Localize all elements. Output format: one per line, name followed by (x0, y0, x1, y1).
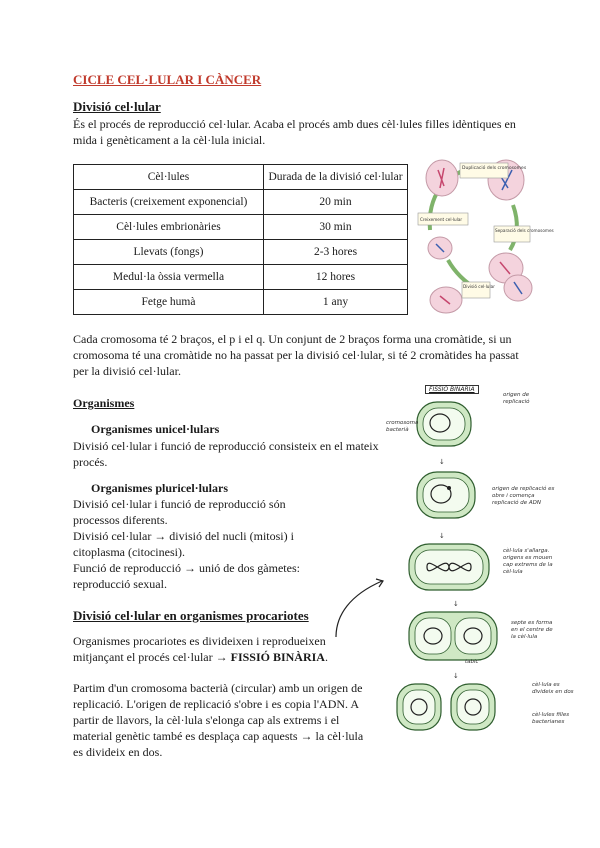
pluricellular-line: Divisió cel·lular → divisió del nucli (mitosi) i citoplasma (citocinesi). (73, 529, 294, 559)
fission-stage-4 (409, 612, 497, 660)
fission-stage-2 (417, 472, 475, 518)
replication-paragraph: Partim d'un cromosoma bacterià (circular) amb un origen de replicació. L'origen de replicació s'obre i es copia l'ADN. A partir de llavors, la cèl·lula s'elonga cap als extrems i el material genètic també es desplaça cap aquests → la cèl·lula es divideix en dos. (73, 681, 364, 759)
pluricellular-line: Divisió cel·lular i funció de reproducció són processos diferents. (73, 497, 286, 527)
svg-text:↓: ↓ (439, 532, 445, 540)
cycle-label: Divisió cel·lular (463, 284, 495, 289)
table-cell: 2-3 hores (264, 240, 408, 265)
fission-note: tabic (465, 659, 479, 665)
fission-note: septe es forma en el centre de la cèl·lula (511, 620, 553, 640)
cycle-label: Separació dels cromosomes (495, 228, 554, 233)
unicellular-heading: Organismes unicel·lulars (91, 422, 220, 436)
cell-cycle-diagram (418, 150, 554, 315)
fission-note: cromosoma bacterià (386, 420, 419, 433)
section-heading-prokaryotes: Divisió cel·lular en organismes procariotes (73, 608, 309, 623)
prokaryote-text-end: . (324, 650, 328, 664)
table-cell: 30 min (264, 215, 408, 240)
table-row (74, 215, 408, 240)
svg-text:↓: ↓ (439, 458, 445, 466)
prokaryote-text: Organismes procariotes es divideixen i reprodueixen mitjançant el procés cel·lular → (73, 634, 326, 664)
fission-note: origen de replicació (503, 392, 530, 405)
table-cell: Fetge humà (74, 290, 264, 315)
table-row (74, 240, 408, 265)
binary-fission-diagram (395, 392, 500, 752)
fission-note: cèl·lula es divideix en dos (532, 682, 574, 695)
table-header-cell: Cèl·lules (74, 165, 264, 190)
division-duration-table (73, 164, 408, 315)
chromosome-paragraph: Cada cromosoma té 2 braços, el p i el q. Un conjunt de 2 braços forma una cromàtide, si un cromosoma té una cromàtide no ha passat per la divisió cel·lular, si té 2 cromàtides ha passat per la divisió cel·lular. (73, 332, 519, 378)
table-cell: 1 any (264, 290, 408, 315)
unicellular-text: Divisió cel·lular i funció de reproducció consisteix en el mateix procés. (73, 439, 379, 469)
section-heading-organisms: Organismes (73, 396, 135, 410)
fission-note: origen de replicació es obre i comença replicació de ADN (492, 486, 555, 506)
svg-text:↓: ↓ (453, 672, 459, 680)
table-row (74, 190, 408, 215)
table-cell: Bacteris (creixement exponencial) (74, 190, 264, 215)
table-cell: Medul·la òssia vermella (74, 265, 264, 290)
cycle-label: Duplicació dels cromosomes (462, 166, 527, 171)
table-cell: 20 min (264, 190, 408, 215)
table-cell: Llevats (fongs) (74, 240, 264, 265)
binary-fission-term: FISSIÓ BINÀRIA (230, 650, 325, 664)
fission-title: FISSIÓ BINÀRIA (425, 385, 479, 394)
table-row (74, 290, 408, 315)
pluricellular-heading: Organismes pluricel·lulars (91, 481, 228, 495)
section-heading-division: Divisió cel·lular (73, 99, 161, 114)
curved-arrow-icon (330, 575, 390, 645)
table-cell: 12 hores (264, 265, 408, 290)
fission-note: cèl·lules filles bacterianes (532, 712, 570, 725)
cycle-label: Creixement cel·lular (420, 217, 463, 222)
svg-text:↓: ↓ (453, 600, 459, 608)
pluricellular-line: Funció de reproducció → unió de dos gàmetes: reproducció sexual. (73, 561, 300, 591)
table-row (74, 265, 408, 290)
fission-stage-1 (417, 402, 471, 446)
table-header-row (74, 165, 408, 190)
table-header-cell: Durada de la divisió cel·lular (264, 165, 408, 190)
fission-stage-5 (397, 684, 495, 730)
page-title: CICLE CEL·LULAR I CÀNCER (73, 72, 262, 87)
prokaryote-paragraph (73, 633, 353, 665)
division-intro: És el procés de reproducció cel·lular. Acaba el procés amb dues cèl·lules filles idèntiques en mida i genèticament a la cèl·lula inicial. (73, 117, 516, 147)
fission-stage-3 (409, 544, 489, 590)
fission-note: cèl·lula s'allarga. origens es mouen cap extrems de la cèl·lula (503, 548, 553, 575)
table-cell: Cèl·lules embrionàries (74, 215, 264, 240)
